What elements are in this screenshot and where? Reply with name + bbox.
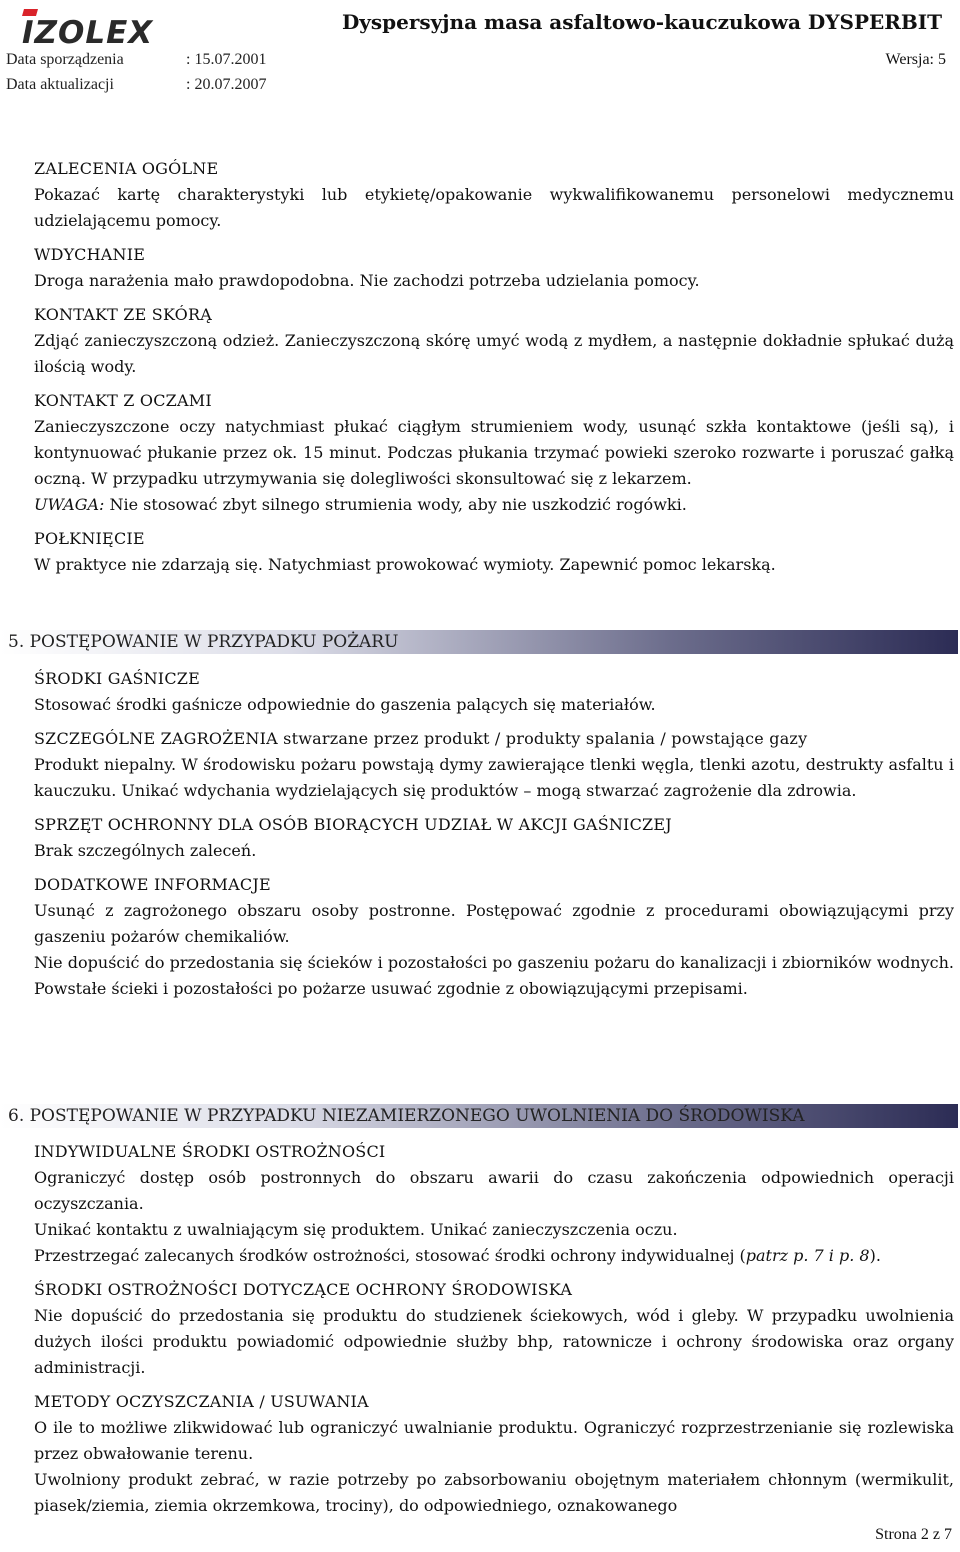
precautions-text-part: Przestrzegać zalecanych środków ostrożności, stosować środki ochrony indywidualnej ( (34, 1246, 746, 1265)
svg-text:IZOLEX: IZOLEX (22, 15, 154, 46)
creation-date-label: Data sporządzenia (6, 51, 124, 68)
section-5-body (34, 666, 954, 1002)
general-advice-heading: ZALECENIA OGÓLNE (34, 159, 219, 178)
general-advice-text: Pokazać kartę charakterystyki lub etykietę/opakowanie wykwalifikowanemu personelowi medycznemu udzielającemu pomocy. (34, 185, 954, 230)
special-hazards-text: Produkt niepalny. W środowisku pożaru powstają dymy zawierające tlenki węgla, tlenki azotu, destrukty asfaltu i kauczuku. Unikać wdychania wydzielających się produktów – mogą stwarzać zagrożenie dla zdrowia. (34, 755, 954, 800)
page-number: Strona 2 z 7 (875, 1526, 952, 1543)
precautions-text-end: ). (869, 1246, 881, 1265)
ingestion-text: W praktyce nie zdarzają się. Natychmiast prowokować wymioty. Zapewnić pomoc lekarską. (34, 555, 776, 574)
update-date-row (6, 76, 266, 94)
ingestion-heading: POŁKNIĘCIE (34, 529, 145, 548)
document-title: Dyspersyjna masa asfaltowo-kauczukowa DYSPERBIT (341, 10, 942, 34)
note-label: UWAGA: (34, 495, 105, 514)
section-5-title: 5. POSTĘPOWANIE W PRZYPADKU POŻARU (8, 632, 399, 652)
creation-date-row (6, 51, 266, 69)
first-aid-section (34, 156, 954, 578)
section-5-header (0, 630, 958, 654)
cleanup-methods-text: O ile to możliwe zlikwidować lub ograniczyć uwalnianie produktu. Ograniczyć rozprzestrzenianie się rozlewiska przez obwałowanie terenu. (34, 1418, 954, 1463)
izolex-logo (20, 6, 180, 46)
section-6-body (34, 1139, 954, 1519)
protective-equipment-text: Brak szczególnych zaleceń. (34, 841, 257, 860)
additional-info-text-2: Nie dopuścić do przedostania się ścieków i pozostałości po gaszeniu pożaru do kanalizacji i zbiorników wodnych. Powstałe ścieki i pozostałości po pożarze usuwać zgodnie z obowiązującymi przepisami. (34, 953, 954, 998)
eye-contact-heading: KONTAKT Z OCZAMI (34, 391, 212, 410)
extinguishing-media-heading: ŚRODKI GAŚNICZE (34, 669, 200, 688)
skin-contact-heading: KONTAKT ZE SKÓRĄ (34, 305, 212, 324)
creation-date-value: : 15.07.2001 (186, 51, 267, 68)
version-label: Wersja: 5 (885, 51, 946, 68)
update-date-value: : 20.07.2007 (186, 76, 267, 93)
extinguishing-media-text: Stosować środki gaśnicze odpowiednie do gaszenia palących się materiałów. (34, 695, 656, 714)
page-header (0, 0, 960, 100)
personal-precautions-text: Ograniczyć dostęp osób postronnych do obszaru awarii do czasu zakończenia odpowiednich operacji oczyszczania. (34, 1168, 954, 1213)
inhalation-heading: WDYCHANIE (34, 245, 146, 264)
section-6-header (0, 1104, 958, 1128)
section-6-title: 6. POSTĘPOWANIE W PRZYPADKU NIEZAMIERZONEGO UWOLNIENIA DO ŚRODOWISKA (8, 1106, 805, 1126)
inhalation-text: Droga narażenia mało prawdopodobna. Nie zachodzi potrzeba udzielania pomocy. (34, 271, 700, 290)
precautions-reference: patrz p. 7 i p. 8 (745, 1246, 870, 1265)
update-date-label: Data aktualizacji (6, 76, 114, 93)
protective-equipment-heading: SPRZĘT OCHRONNY DLA OSÓB BIORĄCYCH UDZIAŁ W AKCJI GAŚNICZEJ (34, 815, 672, 834)
cleanup-methods-heading: METODY OCZYSZCZANIA / USUWANIA (34, 1392, 369, 1411)
personal-precautions-heading: INDYWIDUALNE ŚRODKI OSTROŻNOŚCI (34, 1142, 386, 1161)
additional-info-heading: DODATKOWE INFORMACJE (34, 875, 271, 894)
note-text: Nie stosować zbyt silnego strumienia wody, aby nie uszkodzić rogówki. (104, 495, 687, 514)
personal-precautions-text-3 (34, 1243, 954, 1269)
eye-contact-note (34, 492, 954, 518)
environmental-precautions-heading: ŚRODKI OSTROŻNOŚCI DOTYCZĄCE OCHRONY ŚRODOWISKA (34, 1280, 573, 1299)
personal-precautions-text-2: Unikać kontaktu z uwalniającym się produktem. Unikać zanieczyszczenia oczu. (34, 1220, 678, 1239)
eye-contact-text: Zanieczyszczone oczy natychmiast płukać ciągłym strumieniem wody, usunąć szkła kontaktowe (jeśli są), i kontynuować płukanie przez ok. 15 minut. Podczas płukania trzymać powieki szeroko rozwarte i poruszać gałką oczną. W przypadku utrzymywania się dolegliwości skonsultować się z lekarzem. (34, 417, 954, 488)
additional-info-text: Usunąć z zagrożonego obszaru osoby postronne. Postępować zgodnie z procedurami obowiązującymi przy gaszeniu pożarów chemikaliów. (34, 901, 954, 946)
cleanup-methods-text-2: Uwolniony produkt zebrać, w razie potrzeby po zabsorbowaniu obojętnym materiałem chłonnym (wermikulit, piasek/ziemia, ziemia okrzemkowa, trociny), do odpowiedniego, oznakowanego (34, 1470, 954, 1515)
skin-contact-text: Zdjąć zanieczyszczoną odzież. Zanieczyszczoną skórę umyć wodą z mydłem, a następnie dokładnie spłukać dużą ilością wody. (34, 331, 954, 376)
environmental-precautions-text: Nie dopuścić do przedostania się produktu do studzienek ściekowych, wód i gleby. W przypadku uwolnienia dużych ilości produktu powiadomić odpowiednie służby bhp, ratownicze i ochrony środowiska oraz organy administracji. (34, 1306, 954, 1377)
special-hazards-heading: SZCZEGÓLNE ZAGROŻENIA stwarzane przez produkt / produkty spalania / powstające gazy (34, 729, 808, 748)
